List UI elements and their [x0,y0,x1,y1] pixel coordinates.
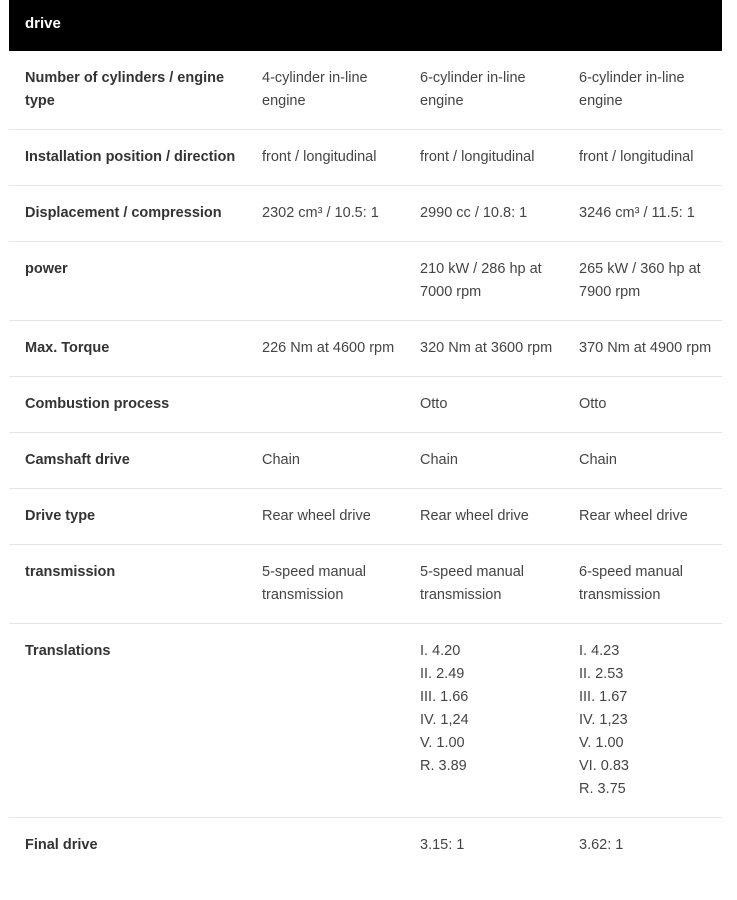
row-label: Drive type [9,489,246,545]
row-label: Displacement / compression [9,186,246,242]
row-label: Camshaft drive [9,433,246,489]
gear-ratio: V. 1.00 [579,735,624,751]
cell-col1 [246,242,404,321]
row-label: power [9,242,246,321]
cell-col1: 4-cylinder in-line engine [246,51,404,130]
cell-col3: 370 Nm at 4900 rpm [563,321,722,377]
gear-ratio: V. 1.00 [420,735,465,751]
cell-col3: 3246 cm³ / 11.5: 1 [563,186,722,242]
cell-col3: 6-speed manual transmission [563,545,722,624]
row-displacement [9,186,722,242]
gear-ratio: III. 1.66 [420,689,469,705]
cell-col2: 320 Nm at 3600 rpm [404,321,563,377]
row-label: Installation position / direction [9,130,246,186]
cell-col3: front / longitudinal [563,130,722,186]
cell-col1 [246,818,404,874]
section-title: drive [25,15,61,32]
gear-ratio: IV. 1,24 [420,712,469,728]
row-label: Number of cylinders / engine type [9,51,246,130]
cell-col2: 210 kW / 286 hp at 7000 rpm [404,242,563,321]
cell-col3: Chain [563,433,722,489]
cell-col2 [404,624,563,818]
row-label: Max. Torque [9,321,246,377]
gear-ratio: VI. 0.83 [579,758,629,774]
row-camshaft [9,433,722,489]
row-label: transmission [9,545,246,624]
row-engine-type [9,51,722,130]
gear-ratio: II. 2.49 [420,666,465,682]
cell-col2: 5-speed manual transmission [404,545,563,624]
cell-col1 [246,377,404,433]
gear-ratio: I. 4.23 [579,643,620,659]
section-header [9,0,722,51]
cell-col1 [246,624,404,818]
row-combustion [9,377,722,433]
gear-ratio: R. 3.89 [420,758,467,774]
gear-ratio: R. 3.75 [579,781,626,797]
row-final-drive [9,818,722,874]
row-label: Final drive [25,837,98,853]
row-translations [9,624,722,818]
gear-ratio: IV. 1,23 [579,712,628,728]
cell-col3: Rear wheel drive [563,489,722,545]
cell-col2: Chain [404,433,563,489]
row-torque [9,321,722,377]
cell-col3: Otto [563,377,722,433]
cell-col1: Chain [246,433,404,489]
cell-col3 [563,624,722,818]
cell-col1: 2302 cm³ / 10.5: 1 [246,186,404,242]
row-label: Translations [9,624,246,818]
cell-col3: 6-cylinder in-line engine [563,51,722,130]
row-installation [9,130,722,186]
cell-col3: 3.62: 1 [579,837,624,853]
cell-col2: 2990 cc / 10.8: 1 [404,186,563,242]
cell-col1: Rear wheel drive [246,489,404,545]
cell-col1: front / longitudinal [246,130,404,186]
cell-col1: 226 Nm at 4600 rpm [246,321,404,377]
cell-col3: 265 kW / 360 hp at 7900 rpm [563,242,722,321]
cell-col2: front / longitudinal [404,130,563,186]
cell-col2: Rear wheel drive [404,489,563,545]
cell-col2: 6-cylinder in-line engine [404,51,563,130]
spec-table [9,51,722,873]
gear-ratio: III. 1.67 [579,689,628,705]
gear-ratio: I. 4.20 [420,643,461,659]
row-power [9,242,722,321]
row-transmission [9,545,722,624]
cell-col2: Otto [404,377,563,433]
cell-col1: 5-speed manual transmission [246,545,404,624]
row-drive-type [9,489,722,545]
row-label: Combustion process [9,377,246,433]
gear-ratio: II. 2.53 [579,666,624,682]
cell-col2: 3.15: 1 [420,837,465,853]
